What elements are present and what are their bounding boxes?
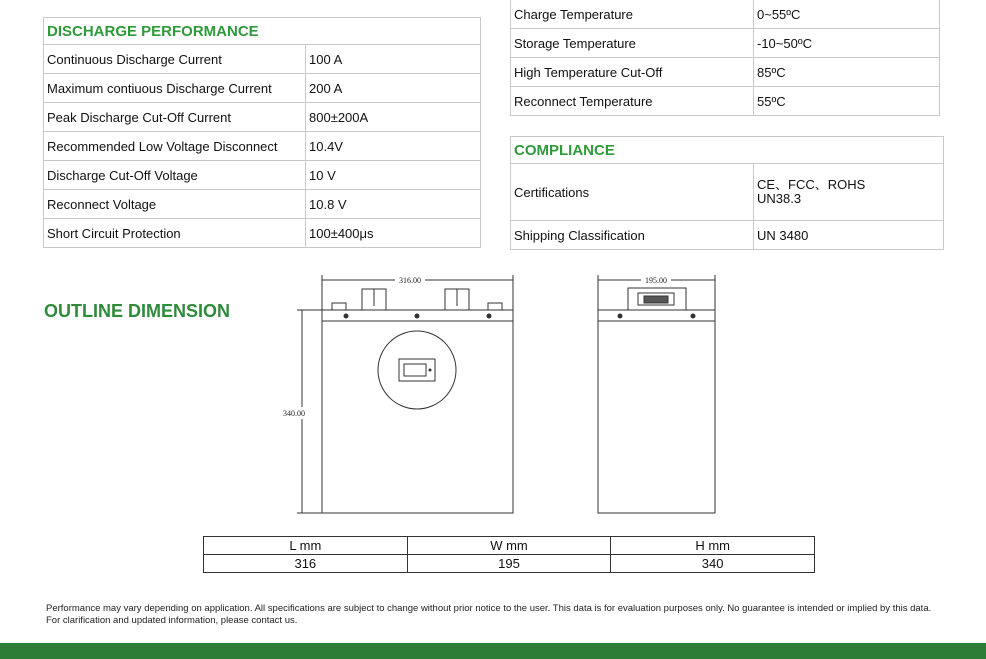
table-row xyxy=(44,161,481,190)
spec-value: 100±400μs xyxy=(306,219,481,248)
spec-value: 800±200A xyxy=(306,103,481,132)
front-width-label: 316.00 xyxy=(399,276,421,285)
spec-value: UN 3480 xyxy=(754,221,944,250)
outline-drawing xyxy=(280,270,730,522)
table-row xyxy=(44,132,481,161)
temperature-table xyxy=(510,0,940,116)
compliance-table xyxy=(510,136,944,250)
front-view xyxy=(297,275,513,513)
spec-label: Reconnect Temperature xyxy=(511,87,754,116)
outline-dimension-title: OUTLINE DIMENSION xyxy=(44,301,231,321)
spec-label: Reconnect Voltage xyxy=(44,190,306,219)
table-row xyxy=(511,29,940,58)
spec-value: 10.8 V xyxy=(306,190,481,219)
spec-label: Continuous Discharge Current xyxy=(44,45,306,74)
table-header-row xyxy=(204,537,815,555)
table-row xyxy=(511,221,944,250)
table-row xyxy=(511,87,940,116)
dimension-value: 316 xyxy=(204,555,408,573)
spec-label: Maximum contiuous Discharge Current xyxy=(44,74,306,103)
spec-label: High Temperature Cut-Off xyxy=(511,58,754,87)
certifications-line-1: CE、FCC、ROHS xyxy=(757,177,866,192)
footer-bar xyxy=(0,643,986,659)
side-width-label: 195.00 xyxy=(645,276,667,285)
spec-label: Storage Temperature xyxy=(511,29,754,58)
spec-label: Charge Temperature xyxy=(511,0,754,29)
table-row xyxy=(511,164,944,221)
spec-value: 10.4V xyxy=(306,132,481,161)
table-row xyxy=(44,74,481,103)
certifications-line-2: UN38.3 xyxy=(757,191,802,206)
spec-label: Shipping Classification xyxy=(511,221,754,250)
spec-value: 10 V xyxy=(306,161,481,190)
spec-value: 0~55ºC xyxy=(754,0,940,29)
compliance-section-title: COMPLIANCE xyxy=(511,137,944,164)
table-row xyxy=(44,45,481,74)
spec-value xyxy=(754,164,944,221)
spec-value: 200 A xyxy=(306,74,481,103)
dimensions-table xyxy=(203,536,815,573)
spec-value: 100 A xyxy=(306,45,481,74)
spec-label: Short Circuit Protection xyxy=(44,219,306,248)
spec-label: Recommended Low Voltage Disconnect xyxy=(44,132,306,161)
discharge-performance-table xyxy=(43,17,481,248)
column-header: H mm xyxy=(611,537,815,555)
spec-value: -10~50ºC xyxy=(754,29,940,58)
discharge-section-title: DISCHARGE PERFORMANCE xyxy=(44,18,481,45)
dimension-value: 340 xyxy=(611,555,815,573)
table-row xyxy=(511,0,940,29)
table-row xyxy=(511,58,940,87)
spec-label: Certifications xyxy=(511,164,754,221)
table-row xyxy=(44,219,481,248)
column-header: L mm xyxy=(204,537,408,555)
spec-value: 55ºC xyxy=(754,87,940,116)
column-header: W mm xyxy=(407,537,611,555)
height-label: 340.00 xyxy=(283,409,305,418)
table-row xyxy=(204,555,815,573)
spec-label: Peak Discharge Cut-Off Current xyxy=(44,103,306,132)
spec-label: Discharge Cut-Off Voltage xyxy=(44,161,306,190)
side-view xyxy=(598,275,715,513)
dimension-value: 195 xyxy=(407,555,611,573)
disclaimer-text: Performance may vary depending on application. All specifications are subject to change without prior notice to the user. This data is for evaluation purposes only. No guarantee is intended or implied by this data. For clarification and updated information, please contact us. xyxy=(46,603,932,626)
table-row xyxy=(44,103,481,132)
spec-value: 85ºC xyxy=(754,58,940,87)
table-row xyxy=(44,190,481,219)
